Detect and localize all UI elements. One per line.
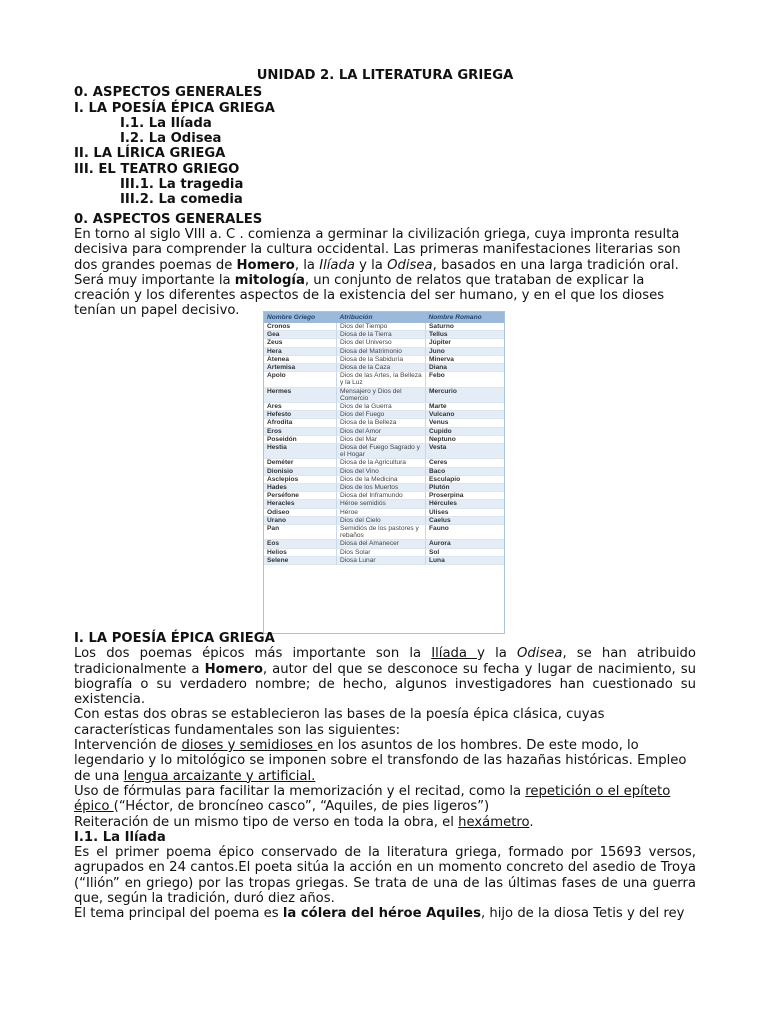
table-cell: Dios de los Muertos — [337, 484, 426, 492]
table-cell: Artemisa — [264, 364, 337, 372]
toc-item: III. EL TEATRO GRIEGO — [74, 161, 240, 177]
table-cell: Selene — [264, 556, 337, 564]
table-header-cell: Atribución — [337, 312, 426, 323]
table-cell: Hércules — [426, 500, 505, 508]
table-cell: Diosa del Matrimonio — [337, 347, 426, 355]
table-cell: Eros — [264, 427, 337, 435]
table-cell: Asclepios — [264, 475, 337, 483]
table-cell: Baco — [426, 467, 505, 475]
paragraph: Reiteración de un mismo tipo de verso en toda la obra, el hexámetro. — [74, 814, 534, 830]
table-cell: Caelus — [426, 516, 505, 524]
toc-subitem: III.1. La tragedia — [120, 177, 244, 193]
paragraph: Es el primer poema épico conservado de la literatura griega, formado por 15693 versos, agrupados en 24 cantos.El poeta sitúa la acción en un momento concreto del asedio de Troya (“Ilión” en griego) por las tropas griegas. Se trata de una de las últimas fases de una guerra que, según la tradición, duró diez años. — [74, 845, 696, 907]
table-cell: Minerva — [426, 355, 505, 363]
table-cell: Esculapio — [426, 475, 505, 483]
table-cell: Cupido — [426, 427, 505, 435]
table-row — [264, 339, 504, 347]
section-heading: 0. ASPECTOS GENERALES — [74, 211, 263, 227]
table-row — [264, 435, 504, 443]
table-cell: Pan — [264, 525, 337, 540]
table-row — [264, 411, 504, 419]
table-cell: Ulises — [426, 508, 505, 516]
table-cell: Atenea — [264, 355, 337, 363]
table-cell: Poseidón — [264, 435, 337, 443]
toc-item: II. LA LÍRICA GRIEGA — [74, 146, 226, 162]
table-cell: Dios Solar — [337, 548, 426, 556]
table-cell: Apolo — [264, 372, 337, 387]
table-cell: Proserpina — [426, 492, 505, 500]
table-cell: Hermes — [264, 387, 337, 402]
table-header-cell: Nombre Griego — [264, 312, 337, 323]
table-cell: Plutón — [426, 484, 505, 492]
table-cell: Héroe — [337, 508, 426, 516]
table-cell: Febo — [426, 372, 505, 387]
table-cell: Hefesto — [264, 411, 337, 419]
table-row — [264, 444, 504, 459]
table-cell: Diosa Lunar — [337, 556, 426, 564]
table-cell: Dios del Universo — [337, 339, 426, 347]
toc-subitem: I.1. La Ilíada — [120, 115, 212, 131]
paragraph: Uso de fórmulas para facilitar la memorización y el recitad, como la repetición o el epíteto épico (“Héctor, de broncíneo casco”, “Aquiles, de pies ligeros”) — [74, 783, 671, 815]
table-cell: Diosa del Fuego Sagrado y el Hogar — [337, 444, 426, 459]
table-cell: Vulcano — [426, 411, 505, 419]
table-cell: Hades — [264, 484, 337, 492]
section-heading: I.1. La Ilíada — [74, 829, 166, 845]
table-cell: Aurora — [426, 540, 505, 548]
table-cell: Dios del Amor — [337, 427, 426, 435]
document-page — [74, 68, 696, 319]
table-row — [264, 459, 504, 467]
gods-table — [264, 312, 504, 565]
table-cell: Mensajero y Dios del Comercio — [337, 387, 426, 402]
table-cell: Urano — [264, 516, 337, 524]
table-cell: Helios — [264, 548, 337, 556]
table-cell: Gea — [264, 331, 337, 339]
table-cell: Dios del Cielo — [337, 516, 426, 524]
table-cell: Diosa de la Agricultura — [337, 459, 426, 467]
table-cell: Dios del Tiempo — [337, 323, 426, 331]
table-row — [264, 323, 504, 331]
table-cell: Eos — [264, 540, 337, 548]
table-cell: Dios del Mar — [337, 435, 426, 443]
table-cell: Zeus — [264, 339, 337, 347]
paragraph: Los dos poemas épicos más importante son la Ilíada y la Odisea, se han atribuido tradicionalmente a Homero, autor del que se desconoce su fecha y lugar de nacimiento, su biografía o su verdadero nombre; de hecho, algunos investigadores han cuestionado su existencia. — [74, 646, 696, 708]
table-cell: Dios de las Artes, la Belleza y la Luz — [337, 372, 426, 387]
toc-subitem: I.2. La Odisea — [120, 131, 222, 147]
table-row — [264, 387, 504, 402]
table-cell: Mercurio — [426, 387, 505, 402]
table-row — [264, 516, 504, 524]
table-cell: Diosa de la Caza — [337, 364, 426, 372]
table-cell: Diosa de la Tierra — [337, 331, 426, 339]
table-row — [264, 492, 504, 500]
document-page-lower — [74, 631, 696, 922]
table-cell: Hestia — [264, 444, 337, 459]
table-row — [264, 500, 504, 508]
table-row — [264, 427, 504, 435]
paragraph: El tema principal del poema es la cólera del héroe Aquiles, hijo de la diosa Tetis y del rey — [74, 906, 685, 922]
table-cell: Cronos — [264, 323, 337, 331]
table-cell: Ares — [264, 403, 337, 411]
toc-subitem: III.2. La comedia — [120, 192, 243, 208]
table-cell: Dionisio — [264, 467, 337, 475]
table-row — [264, 347, 504, 355]
gods-table-image — [263, 311, 505, 634]
table-row — [264, 467, 504, 475]
table-row — [264, 419, 504, 427]
table-row — [264, 372, 504, 387]
table-cell: Diosa de la Sabiduría — [337, 355, 426, 363]
paragraph: Intervención de dioses y semidioses en los asuntos de los hombres. De este modo, lo legendario y lo mitológico se imponen sobre el transfondo de las hazañas históricas. Empleo de una lengua arcaizante y artificial. — [74, 738, 687, 784]
table-row — [264, 508, 504, 516]
table-cell: Héroe semidiós — [337, 500, 426, 508]
table-cell: Luna — [426, 556, 505, 564]
table-cell: Odiseo — [264, 508, 337, 516]
table-row — [264, 556, 504, 564]
paragraph: Con estas dos obras se establecieron las bases de la poesía épica clásica, cuyas características fundamentales son las siguientes: — [74, 707, 605, 738]
table-cell: Diosa del Amanecer — [337, 540, 426, 548]
table-cell: Dios del Fuego — [337, 411, 426, 419]
table-cell: Fauno — [426, 525, 505, 540]
table-row — [264, 525, 504, 540]
table-cell: Perséfone — [264, 492, 337, 500]
table-cell: Dios de la Guerra — [337, 403, 426, 411]
paragraph: En torno al siglo VIII a. C . comienza a germinar la civilización griega, cuya impronta resulta decisiva para comprender la cultura occidental. Las primeras manifestaciones literarias son dos grandes poemas de Homero, la Ilíada y la Odisea, basados en una larga tradición oral. Será muy importante la mitología, un conjunto de relatos que trataban de explicar la creación y los diferentes aspectos de la existencia del ser humano, y en el que los dioses tenían un papel decisivo. — [74, 226, 681, 319]
table-row — [264, 540, 504, 548]
table-cell: Dios de la Medicina — [337, 475, 426, 483]
toc-item: I. LA POESÍA ÉPICA GRIEGA — [74, 100, 275, 116]
table-cell: Heracles — [264, 500, 337, 508]
table-cell: Tellus — [426, 331, 505, 339]
table-header-cell: Nombre Romano — [426, 312, 505, 323]
table-cell: Juno — [426, 347, 505, 355]
table-row — [264, 484, 504, 492]
table-cell: Marte — [426, 403, 505, 411]
table-cell: Sol — [426, 548, 505, 556]
table-row — [264, 331, 504, 339]
table-cell: Semidiós de los pastores y rebaños — [337, 525, 426, 540]
table-row — [264, 403, 504, 411]
table-cell: Ceres — [426, 459, 505, 467]
toc-item: 0. ASPECTOS GENERALES — [74, 85, 263, 101]
table-cell: Diosa de la Belleza — [337, 419, 426, 427]
table-row — [264, 475, 504, 483]
page-title: UNIDAD 2. LA LITERATURA GRIEGA — [256, 68, 514, 83]
table-of-contents — [74, 85, 696, 207]
table-cell: Afrodita — [264, 419, 337, 427]
table-cell: Diosa del Inframundo — [337, 492, 426, 500]
table-cell: Hera — [264, 347, 337, 355]
table-cell: Vesta — [426, 444, 505, 459]
table-cell: Neptuno — [426, 435, 505, 443]
table-cell: Saturno — [426, 323, 505, 331]
table-cell: Deméter — [264, 459, 337, 467]
table-row — [264, 355, 504, 363]
table-cell: Venus — [426, 419, 505, 427]
table-cell: Diana — [426, 364, 505, 372]
table-row — [264, 364, 504, 372]
table-cell: Dios del Vino — [337, 467, 426, 475]
table-cell: Júpiter — [426, 339, 505, 347]
table-row — [264, 548, 504, 556]
section-heading: I. LA POESÍA ÉPICA GRIEGA — [74, 631, 275, 646]
